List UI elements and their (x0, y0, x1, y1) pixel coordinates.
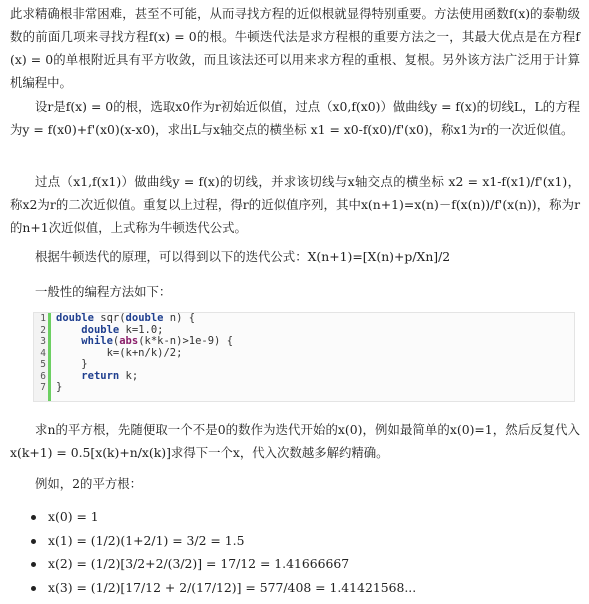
paragraph-code-intro: 一般性的编程方法如下： (35, 284, 172, 299)
line-number: 7 (40, 382, 46, 393)
list-item-text: x(0) = 1 (48, 509, 99, 524)
code-keyword: double (56, 312, 94, 324)
paragraph-second-approximation: 过点（x1,f(x1)）做曲线y = f(x)的切线，并求该切线与x轴交点的横坐标 x2 = x1-f(x1)/f'(x1)，称x2为r的二次近似值。重复以上过程，得r的近似值序列，其中x(n+1)=x(n)－f(x(n))/f'(x(n))，称为r的n+1次近似值，上式称为牛顿迭代公式。 (10, 174, 580, 235)
paragraph-intro: 此求精确根非常困难，甚至不可能，从而寻找方程的近似根就显得特别重要。方法使用函数f(x)的泰勒级数的前面几项来寻找方程f(x) = 0的根。牛顿迭代法是求方程根的重要方法之一，其最大优点是在方程f(x) = 0的单根附近具有平方收敛，而且该法还可以用来求方程的重根、复根。另外该方法广泛用于计算机编程中。 (10, 6, 580, 90)
code-text: (k*k-n)>1e-9) { (138, 335, 234, 347)
code-keyword: double (81, 323, 120, 336)
paragraph-first-approximation: 设r是f(x) = 0的根，选取x0作为r初始近似值，过点（x0,f(x0)）做曲线y = f(x)的切线L，L的方程为y = f(x0)+f'(x0)(x-x0)，求出L与x轴交点的横坐标 x1 = x0-f(x0)/f'(x0)，称x1为r的一次近似值。 (10, 99, 580, 137)
bullet-dot-icon (31, 515, 36, 520)
code-text: k; (119, 369, 139, 382)
code-text: n) { (163, 312, 196, 324)
code-text: k=1.0; (119, 323, 164, 336)
code-text: k=(k+n/k)/2; (106, 346, 183, 359)
code-keyword: return (81, 369, 120, 382)
line-number: 1 (40, 313, 46, 324)
list-item (28, 529, 578, 553)
code-text: } (81, 358, 88, 370)
code-text: ( (112, 335, 120, 347)
line-number: 2 (40, 324, 46, 336)
bullet-dot-icon (31, 539, 36, 544)
code-keyword: while (81, 335, 113, 347)
paragraph-square-root-method: 求n的平方根，先随便取一个不是0的数作为迭代开始的x(0)，例如最简单的x(0)=1，然后反复代入x(k+1) = 0.5[x(k)+n/x(k)]求得下一个x，代入次数越多解约精确。 (10, 422, 580, 460)
list-item (28, 505, 578, 529)
bullet-dot-icon (31, 562, 36, 567)
line-number: 6 (40, 370, 46, 382)
list-item (28, 552, 578, 576)
list-item-text: x(2) = (1/2)[3/2+2/(3/2)] = 17/12 = 1.41666667 (48, 556, 350, 571)
code-keyword: double (125, 312, 164, 324)
code-text: } (56, 381, 63, 393)
paragraph-example-intro: 例如，2的平方根： (35, 476, 143, 491)
line-number: 3 (40, 336, 46, 347)
code-line-numbers (34, 313, 51, 401)
code-text: sqr( (93, 312, 126, 324)
code-line (56, 371, 570, 383)
line-number: 4 (40, 347, 46, 359)
line-number: 5 (40, 359, 46, 370)
code-line (56, 348, 570, 360)
paragraph-iteration-formula: 根据牛顿迭代的原理，可以得到以下的迭代公式：X(n+1)=[X(n)+p/Xn]/2 (35, 249, 451, 264)
iteration-example-list (28, 505, 578, 599)
list-item-text: x(3) = (1/2)[17/12 + 2/(17/12)] = 577/408 = 1.41421568... (48, 579, 417, 595)
code-line (56, 382, 570, 394)
list-item (28, 576, 578, 600)
code-block[interactable] (33, 312, 575, 402)
list-item-text: x(1) = (1/2)(1+2/1) = 3/2 = 1.5 (48, 532, 245, 548)
bullet-dot-icon (31, 586, 36, 591)
code-body (56, 313, 570, 394)
code-function: abs (119, 335, 139, 347)
